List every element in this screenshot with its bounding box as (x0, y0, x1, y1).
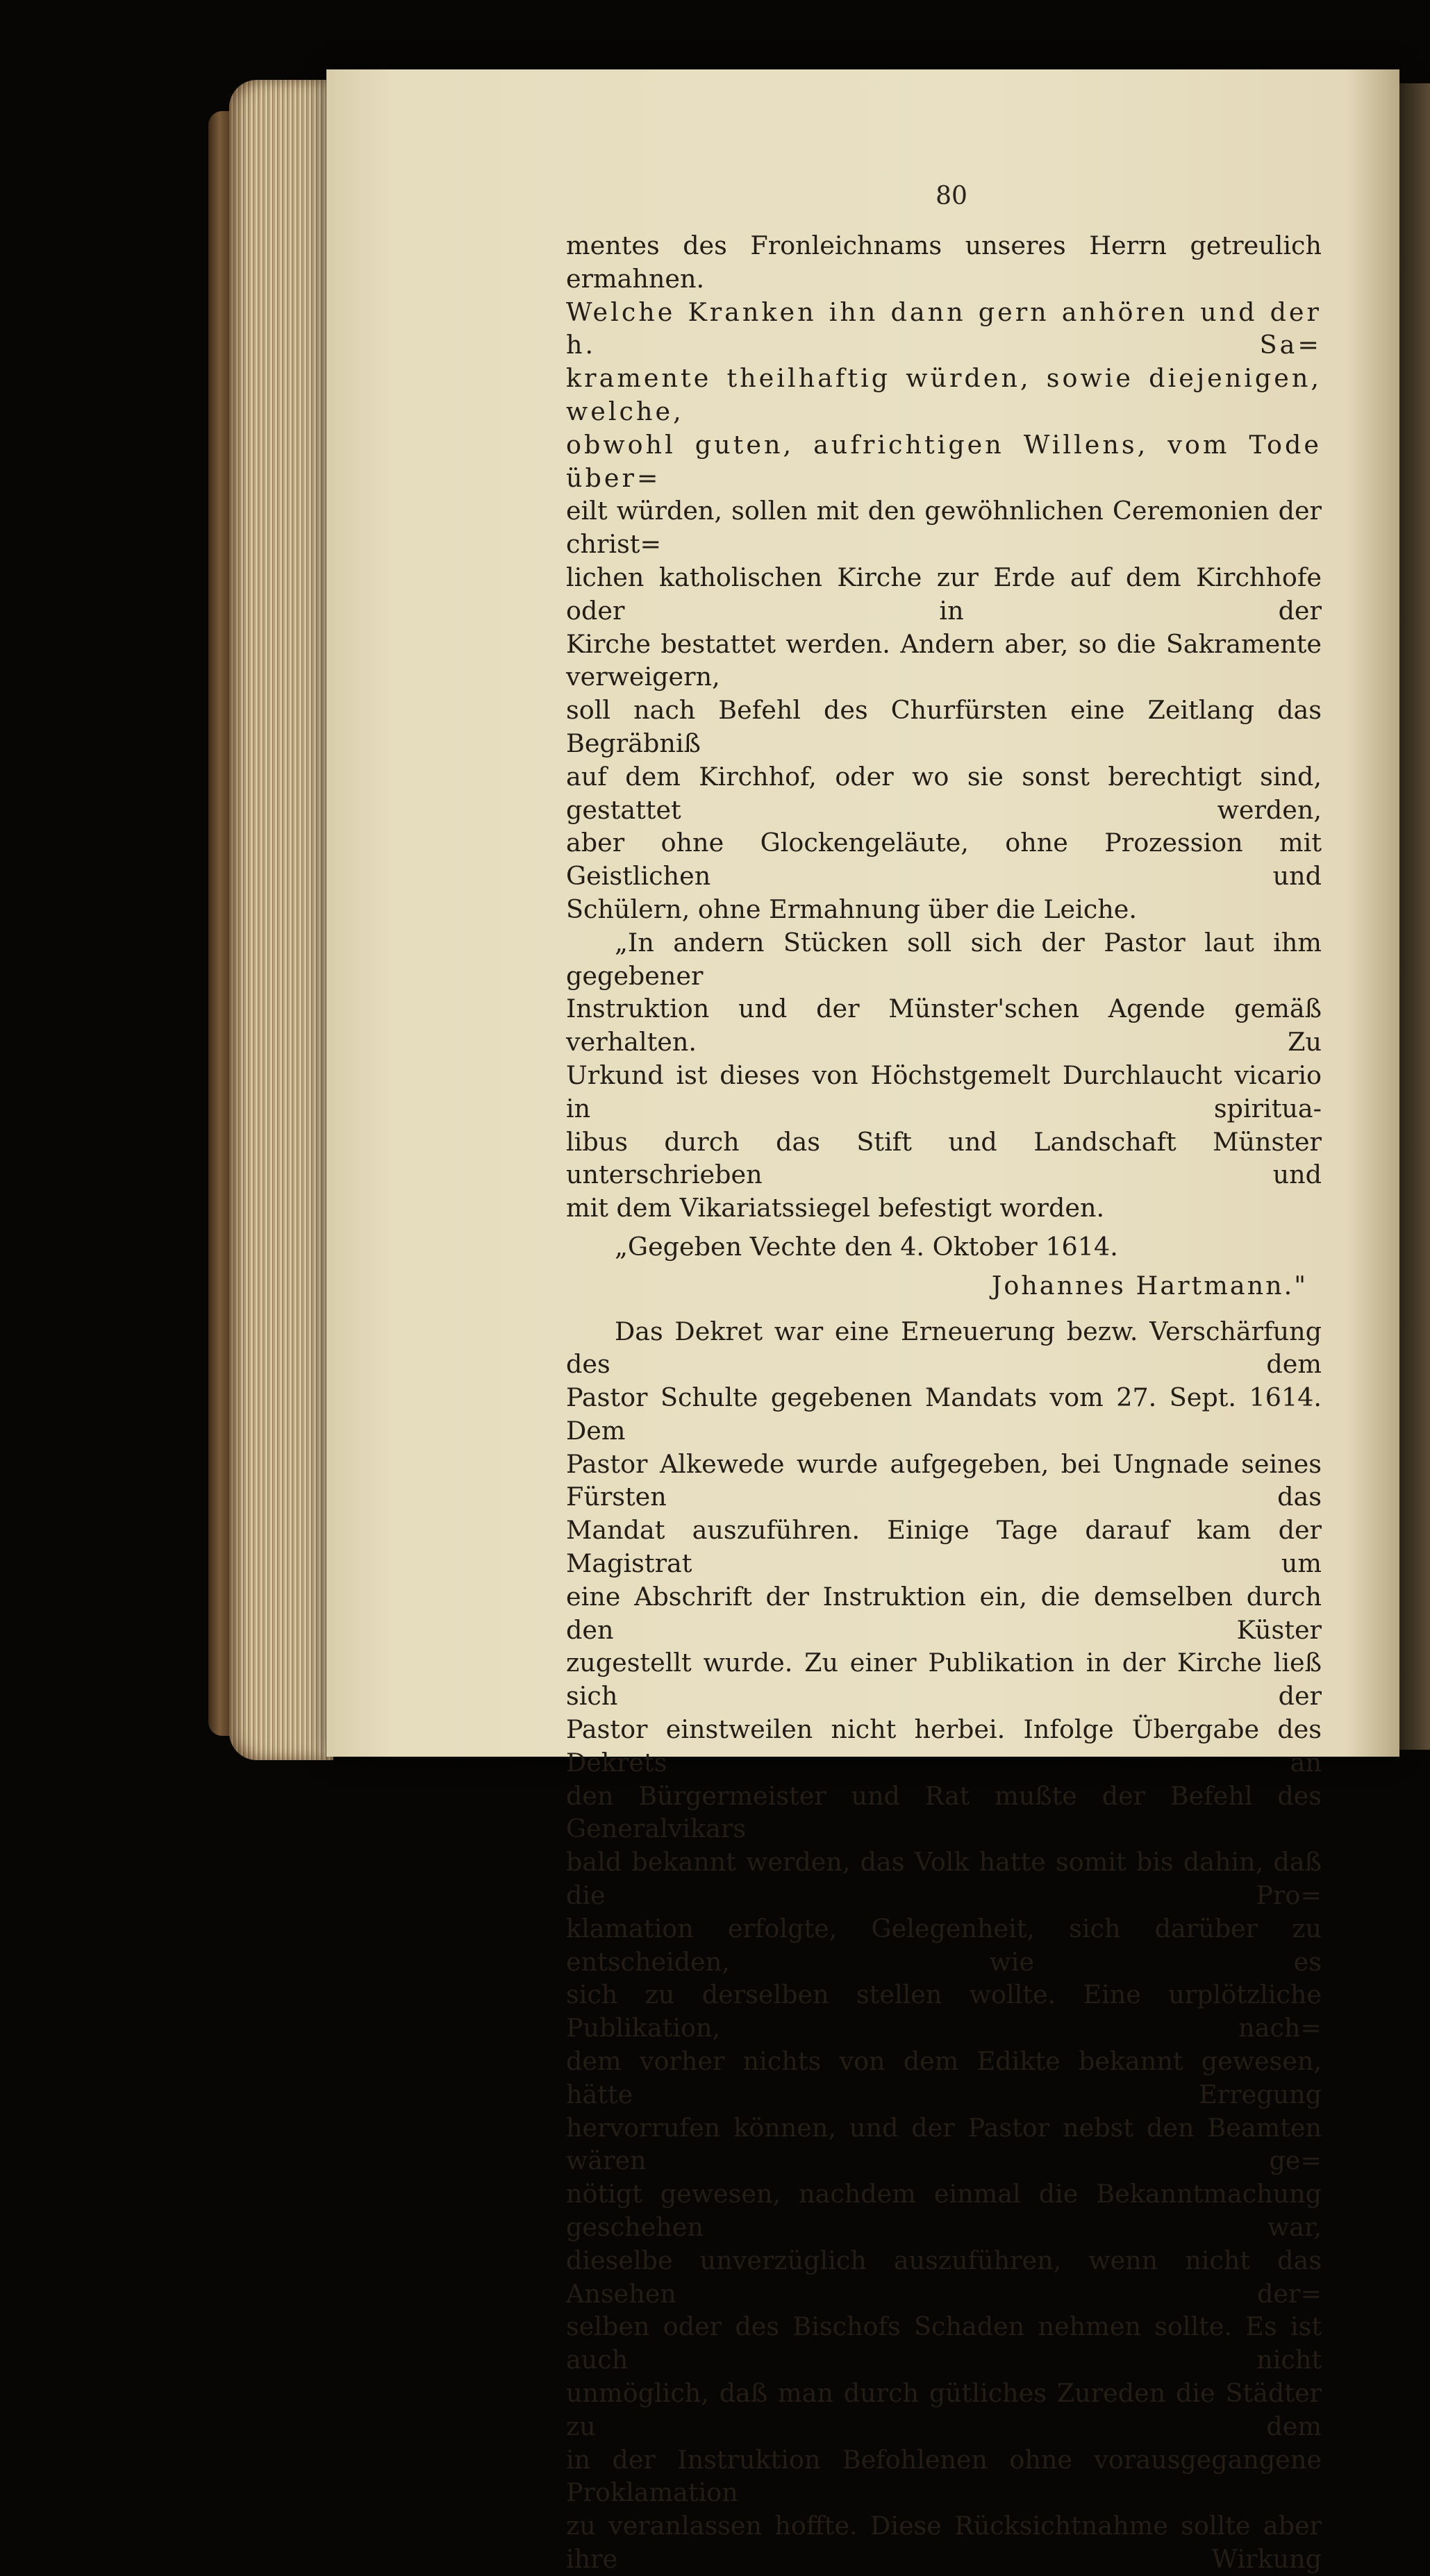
page-number: 80 (936, 182, 967, 210)
text-line: dem vorher nichts von dem Edikte bekannt gewesen, hätte Erregung (566, 2046, 1322, 2109)
text-line: Instruktion und der Münster'schen Agende gemäß verhalten. Zu (566, 994, 1322, 1057)
text-line: Pastor Schulte gegebenen Mandats vom 27. Sept. 1614. Dem (566, 1382, 1322, 1446)
text-line: kramente theilhaftig würden, sowie diejenigen, welche, (566, 363, 1322, 426)
text-line: dieselbe unverzüglich auszuführen, wenn nicht das Ansehen der= (566, 2245, 1322, 2309)
text-line: sich zu derselben stellen wollte. Eine urplötzliche Publikation, nach= (566, 1980, 1322, 2043)
page-body (566, 229, 1322, 2576)
text-line: bald bekannt werden, das Volk hatte somit bis dahin, daß die Pro= (566, 1847, 1322, 1911)
text-line: eine Abschrift der Instruktion ein, die demselben durch den Küster (566, 1581, 1322, 1645)
text-line: Urkund ist dieses von Höchstgemelt Durchlaucht vicario in spiritua- (566, 1060, 1322, 1123)
text-line: hervorrufen können, und der Pastor nebst den Beamten wären ge= (566, 2112, 1322, 2176)
text-line: obwohl guten, aufrichtigen Willens, vom Tode über= (566, 429, 1322, 493)
text-line: unmöglich, daß man durch gütliches Zureden die Städter zu dem (566, 2378, 1322, 2441)
text-line: selben oder des Bischofs Schaden nehmen sollte. Es ist auch nicht (566, 2311, 1322, 2375)
facing-page-edge (1399, 83, 1430, 1750)
text-line: auf dem Kirchhof, oder wo sie sonst berechtigt sind, gestattet werden, (566, 761, 1322, 825)
text-line: nötigt gewesen, nachdem einmal die Bekanntmachung geschehen war, (566, 2179, 1322, 2243)
text-line: Kirche bestattet werden. Andern aber, so die Sakramente verweigern, (566, 628, 1322, 692)
text-line: in der Instruktion Befohlenen ohne vorausgegangene Proklamation (566, 2444, 1322, 2508)
text-line: lichen katholischen Kirche zur Erde auf dem Kirchhofe oder in der (566, 562, 1322, 626)
text-line: eilt würden, sollen mit den gewöhnlichen Ceremonien der christ= (566, 496, 1322, 560)
text-line: den Bürgermeister und Rat mußte der Befehl des Generalvikars (566, 1780, 1322, 1844)
signature-line: Johannes Hartmann." (991, 1270, 1308, 1300)
text-line: zu veranlassen hoffte. Diese Rücksichtnahme sollte aber ihre Wirkung (566, 2511, 1322, 2574)
text-line: zugestellt wurde. Zu einer Publikation in der Kirche ließ sich der (566, 1648, 1322, 1712)
text-line: aber ohne Glockengeläute, ohne Prozession mit Geistlichen und (566, 828, 1322, 892)
text-line: Pastor einstweilen nicht herbei. Infolge Übergabe des Dekrets an (566, 1714, 1322, 1778)
text-line: „In andern Stücken soll sich der Pastor laut ihm gegebener (566, 927, 1322, 991)
text-line: soll nach Befehl des Churfürsten eine Zeitlang das Begräbniß (566, 695, 1322, 758)
text-line: mentes des Fronleichnams unseres Herrn getreulich ermahnen. (566, 231, 1322, 294)
page-edges (229, 80, 333, 1760)
text-line: Welche Kranken ihn dann gern anhören und der h. Sa= (566, 296, 1322, 360)
date-line: „Gegeben Vechte den 4. Oktober 1614. (615, 1231, 1118, 1262)
text-line: Pastor Alkewede wurde aufgegeben, bei Ungnade seines Fürsten das (566, 1448, 1322, 1512)
text-line: libus durch das Stift und Landschaft Münster unterschrieben und (566, 1126, 1322, 1190)
text-line: Mandat auszuführen. Einige Tage darauf kam der Magistrat um (566, 1515, 1322, 1579)
text-line: mit dem Vikariatssiegel befestigt worden. (566, 1193, 1105, 1223)
text-line: Schülern, ohne Ermahnung über die Leiche. (566, 894, 1137, 924)
text-line: Das Dekret war eine Erneuerung bezw. Verschärfung des dem (566, 1316, 1322, 1380)
text-line: klamation erfolgte, Gelegenheit, sich darüber zu entscheiden, wie es (566, 1913, 1322, 1977)
